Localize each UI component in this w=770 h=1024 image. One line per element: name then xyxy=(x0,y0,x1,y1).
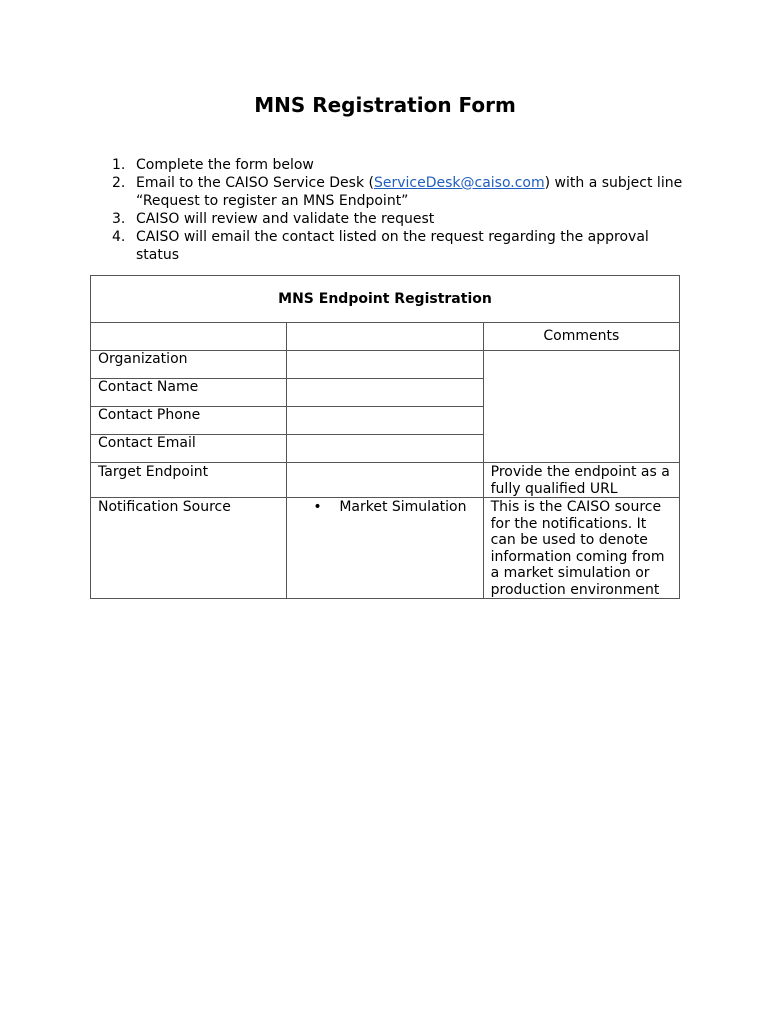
contact-email-input[interactable] xyxy=(287,435,483,463)
bullet-icon: • xyxy=(313,499,322,515)
instruction-list xyxy=(108,156,688,264)
instruction-step xyxy=(108,210,688,228)
step-text-prefix: Email to the CAISO Service Desk ( xyxy=(136,175,374,191)
market-simulation-option: Market Simulation xyxy=(339,499,467,515)
contact-name-label: Contact Name xyxy=(91,379,287,407)
target-endpoint-comment: Provide the endpoint as a fully qualified URL xyxy=(483,463,679,498)
step-number: 2. xyxy=(112,175,126,191)
organization-input[interactable] xyxy=(287,351,483,379)
step-number: 4. xyxy=(112,229,126,245)
step-number: 1. xyxy=(112,157,126,173)
contact-phone-input[interactable] xyxy=(287,407,483,435)
table-header: MNS Endpoint Registration xyxy=(91,276,680,323)
step-text: CAISO will email the contact listed on the request regarding the approval status xyxy=(136,229,649,263)
registration-table xyxy=(90,275,680,599)
contact-name-input[interactable] xyxy=(287,379,483,407)
service-desk-email-link[interactable]: ServiceDesk@caiso.com xyxy=(373,175,545,191)
target-endpoint-label: Target Endpoint xyxy=(91,463,287,498)
subheader-blank-cell xyxy=(91,323,287,351)
comments-header: Comments xyxy=(483,323,679,351)
subheader-blank-cell xyxy=(287,323,483,351)
notification-source-comment: This is the CAISO source for the notifications. It can be used to denote information coming from a market simulation or production environment xyxy=(483,498,679,599)
instruction-step xyxy=(108,228,688,264)
notification-source-option[interactable] xyxy=(287,498,483,599)
step-text: CAISO will review and validate the request xyxy=(136,211,435,227)
step-text: Complete the form below xyxy=(136,157,314,173)
instruction-step xyxy=(108,156,688,174)
instruction-step xyxy=(108,174,688,210)
step-number: 3. xyxy=(112,211,126,227)
step-text-suffix: ) with a subject line “Request to register an MNS Endpoint” xyxy=(136,175,683,209)
contact-email-label: Contact Email xyxy=(91,435,287,463)
notification-source-label: Notification Source xyxy=(91,498,287,599)
contact-phone-label: Contact Phone xyxy=(91,407,287,435)
contact-comments-cell xyxy=(483,351,679,463)
organization-label: Organization xyxy=(91,351,287,379)
page-title: MNS Registration Form xyxy=(254,93,516,117)
target-endpoint-input[interactable] xyxy=(287,463,483,498)
